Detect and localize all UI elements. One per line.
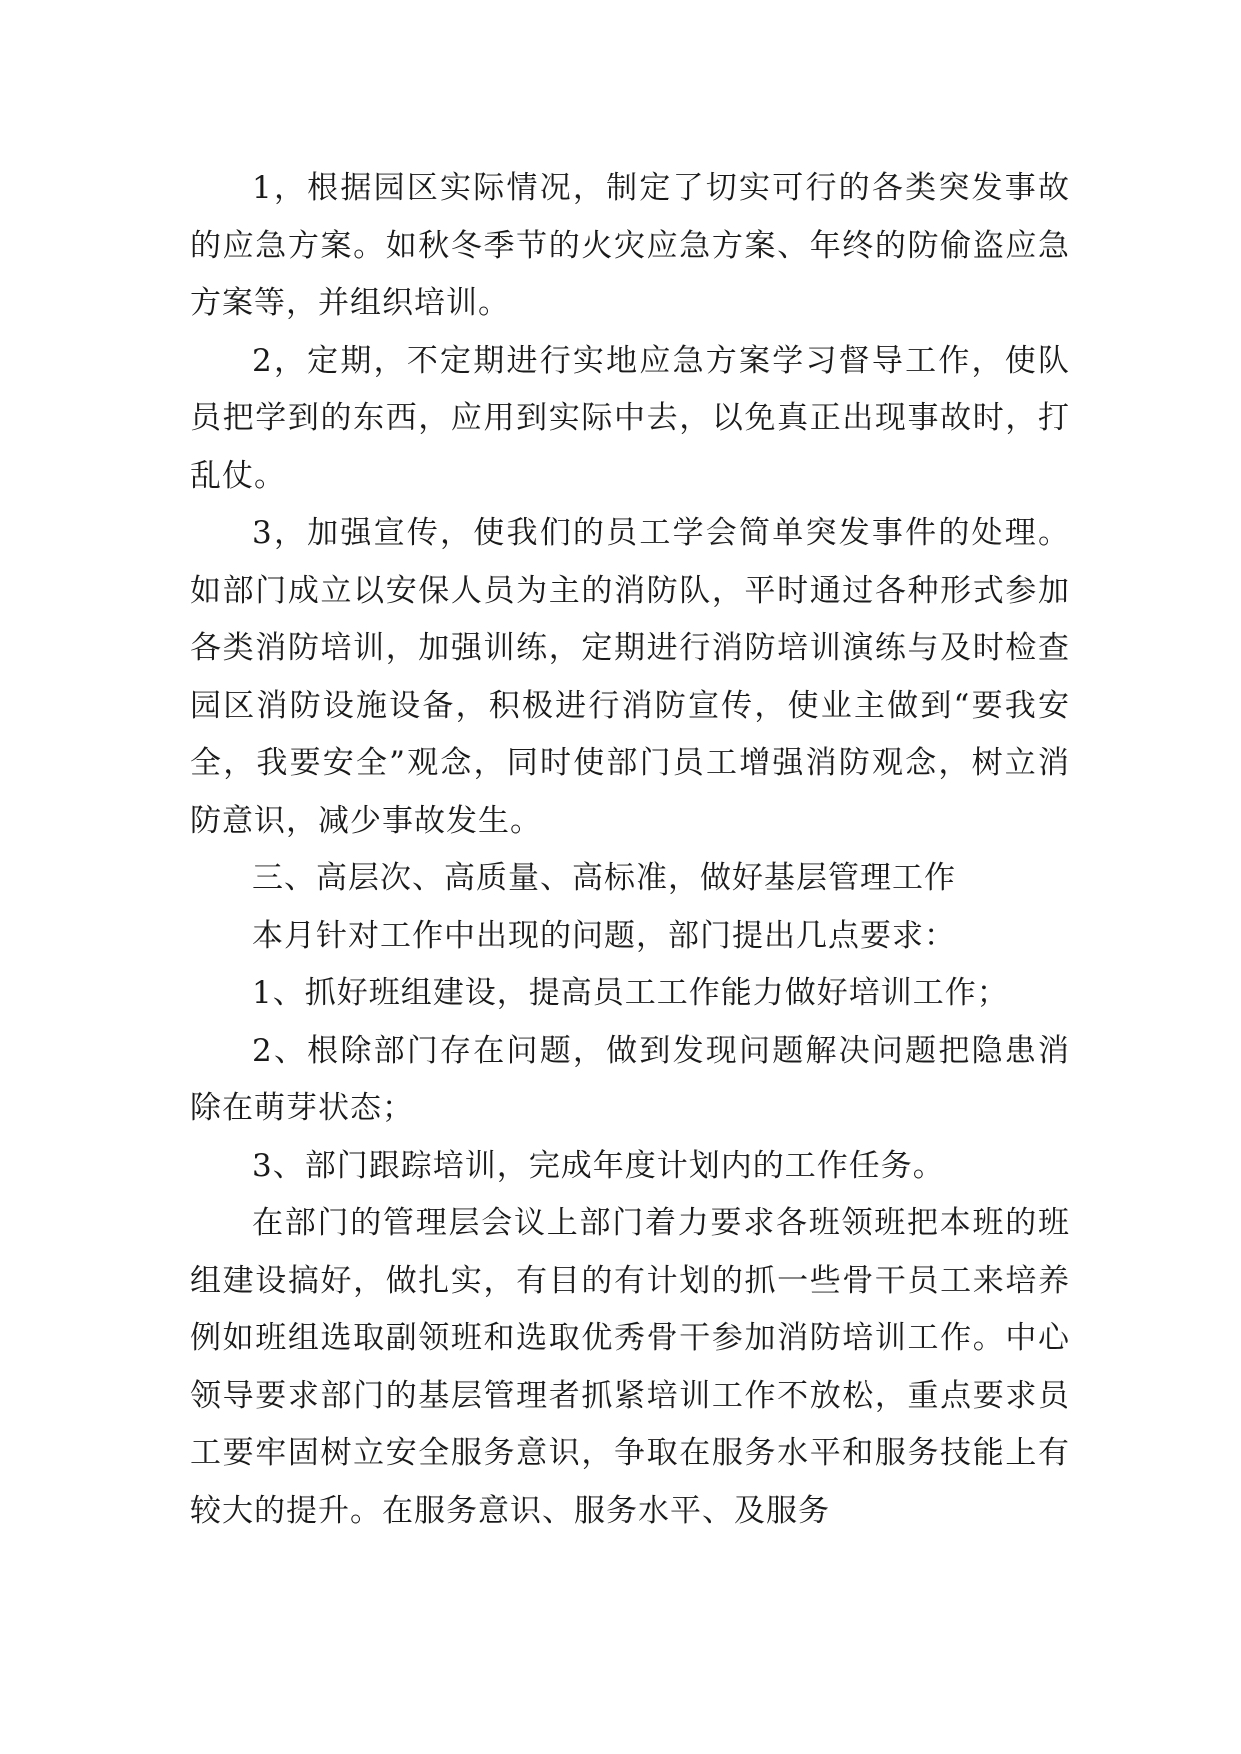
paragraph-requirement-3: 3、部门跟踪培训，完成年度计划内的工作任务。 [252, 1147, 945, 1184]
paragraph-management-meeting: 在部门的管理层会议上部门着力要求各班领班把本班的班组建设搞好，做扎实，有目的有计划的抓一些骨干员工来培养例如班组选取副领班和选取优秀骨干参加消防培训工作。中心领导要求部门的基层管理者抓紧培训工作不放松，重点要求员工要牢固树立安全服务意识，争取在服务水平和服务技能上有较大的提升。在服务意识、服务水平、及服务 [190, 1205, 1070, 1529]
paragraph-emergency-plans: 1，根据园区实际情况，制定了切实可行的各类突发事故的应急方案。如秋冬季节的火灾应急方案、年终的防偷盗应急方案等，并组织培训。 [190, 170, 1070, 321]
paragraph-requirement-2: 2、根除部门存在问题，做到发现问题解决问题把隐患消除在萌芽状态； [190, 1032, 1070, 1126]
paragraph-supervision: 2，定期，不定期进行实地应急方案学习督导工作，使队员把学到的东西，应用到实际中去，以免真正出现事故时，打乱仗。 [190, 342, 1070, 494]
document-body [190, 160, 1070, 1540]
paragraph-requirement-1: 1、抓好班组建设，提高员工工作能力做好培训工作； [252, 975, 1009, 1011]
section-heading-management: 三、高层次、高质量、高标准，做好基层管理工作 [252, 860, 956, 896]
paragraph-requirements-intro: 本月针对工作中出现的问题，部门提出几点要求： [252, 917, 956, 954]
paragraph-publicity: 3，加强宣传，使我们的员工学会简单突发事件的处理。如部门成立以安保人员为主的消防队，平时通过各种形式参加各类消防培训，加强训练，定期进行消防培训演练与及时检查园区消防设施设备，积极进行消防宣传，使业主做到“要我安全，我要安全”观念，同时使部门员工增强消防观念，树立消防意识，减少事故发生。 [190, 515, 1070, 839]
